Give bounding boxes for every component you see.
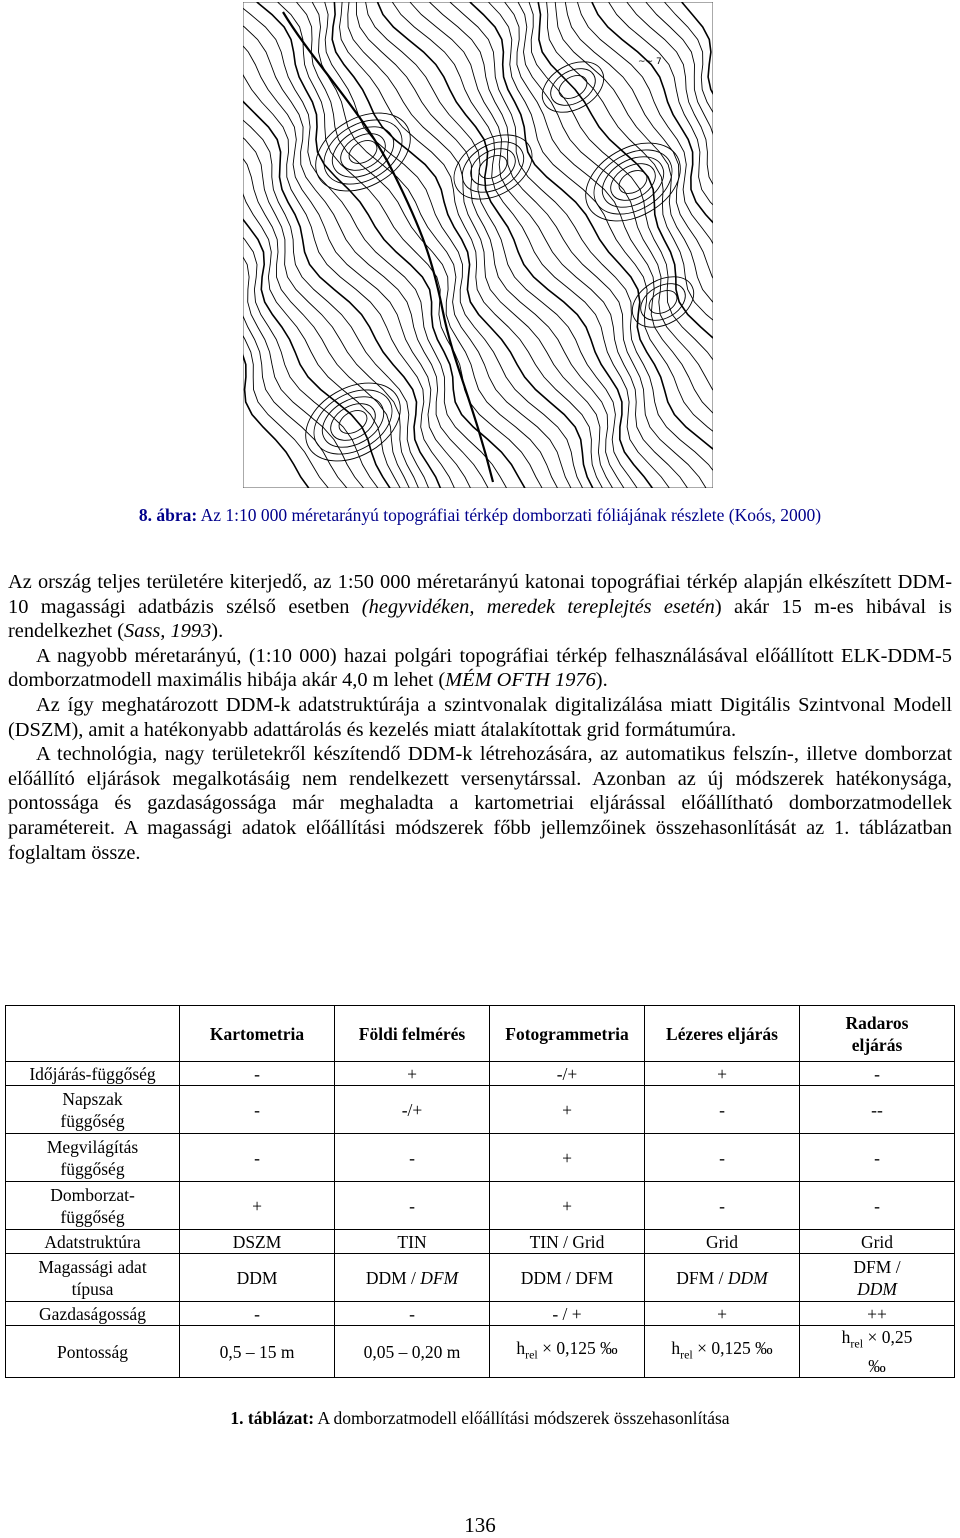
paragraph-1 (8, 570, 952, 644)
table-cell: - (645, 1134, 800, 1182)
table-cell: - (180, 1134, 335, 1182)
table-cell: - (180, 1086, 335, 1134)
table-cell: - (335, 1182, 490, 1230)
table-cell: DDM / DFM (490, 1254, 645, 1302)
row-label: Gazdaságosság (6, 1302, 180, 1326)
table-cell (335, 1254, 490, 1302)
table-cell: + (490, 1086, 645, 1134)
cell-part: h (516, 1338, 526, 1359)
table-cell: - (180, 1302, 335, 1326)
row-label-part: függőség (60, 1206, 125, 1227)
table-cell: - (800, 1182, 955, 1230)
table-cell: + (490, 1134, 645, 1182)
cell-part: h (671, 1338, 681, 1359)
p1-citation: Sass, 1993 (124, 620, 212, 643)
row-label (6, 1086, 180, 1134)
table-row (6, 1134, 955, 1182)
cell-part: h (841, 1327, 851, 1348)
topographic-map-image (243, 2, 713, 488)
table-cell (645, 1254, 800, 1302)
table-row (6, 1062, 955, 1086)
row-label-part: Napszak (62, 1088, 123, 1109)
table-cell: + (645, 1302, 800, 1326)
table-cell: TIN / Grid (490, 1230, 645, 1254)
table-cell: - (800, 1062, 955, 1086)
row-label (6, 1134, 180, 1182)
table-row (6, 1182, 955, 1230)
cell-part: DFM / (676, 1267, 728, 1288)
cell-part: DDM / (365, 1267, 421, 1288)
p1-text-italic: (hegyvidéken, meredek tereplejtés esetén (361, 595, 715, 618)
figure-label: 8. ábra: (138, 505, 198, 525)
table-header-cell: Földi felmérés (335, 1006, 490, 1062)
table-cell: - (645, 1182, 800, 1230)
table-caption-text: A domborzatmodell előállítási módszerek összehasonlítása (314, 1408, 730, 1428)
table-cell: ++ (800, 1302, 955, 1326)
cell-part: DFM / (853, 1256, 901, 1277)
row-label-part: függőség (60, 1158, 125, 1179)
table-header-cell: Lézeres eljárás (645, 1006, 800, 1062)
header-radar-2: eljárás (851, 1034, 903, 1055)
table-cell: -- (800, 1086, 955, 1134)
row-label (6, 1182, 180, 1230)
row-label: Időjárás-függőség (6, 1062, 180, 1086)
cell-part-italic: DDM (857, 1278, 897, 1299)
table-header-row (6, 1006, 955, 1062)
paragraph-4: A technológia, nagy területekről készítendő DDM-k létrehozására, az automatikus felszín-, illetve domborzat előállító eljárások megalkotásáig nem rendelkezett versenytárssal. Azonban az új módszerek hatékonysága, pontossága és gazdaságossága már meghaladta a kartometriai eljárással előállítható domborzatmodellek paramétereit. A magassági adatok előállítási módszerek főbb jellemzőinek összehasonlítását az 1. táblázatban foglaltam össze. (8, 743, 952, 864)
table-cell: DDM (180, 1254, 335, 1302)
row-label-part: függőség (60, 1110, 125, 1131)
table-cell: + (645, 1062, 800, 1086)
p1-text-a: Az ország teljes területére kiterjedő, az 1:50 000 méretarányú katonai topográfiai térkép alapján elkészített DDM-10 magassági adatbázis szélső esetben (8, 571, 952, 618)
table-cell: - (180, 1062, 335, 1086)
table-cell: - (645, 1086, 800, 1134)
p2-text-a: A nagyobb méretarányú, (1:10 000) hazai polgári topográfiai térkép felhasználásával előállított ELK-DDM-5 domborzatmodell maximális hibája akár 4,0 m lehet ( (8, 644, 952, 692)
table-cell: - (335, 1302, 490, 1326)
cell-subscript: rel (850, 1336, 864, 1351)
cell-part: × 0,125 ‰ (692, 1338, 773, 1359)
figure-caption (0, 505, 960, 526)
table-cell (490, 1326, 645, 1378)
table-cell: TIN (335, 1230, 490, 1254)
table-cell: - (800, 1134, 955, 1182)
body-text (8, 570, 952, 865)
cell-part-italic: DFM (420, 1267, 459, 1288)
table-row (6, 1230, 955, 1254)
row-label-part: Magassági adat (38, 1256, 147, 1277)
table-cell: 0,05 – 0,20 m (335, 1326, 490, 1378)
table-caption-label: 1. táblázat: (230, 1408, 315, 1428)
row-label (6, 1254, 180, 1302)
table-cell: 0,5 – 15 m (180, 1326, 335, 1378)
cell-subscript: rel (525, 1347, 538, 1362)
p1-text-c: ) akár 15 m-es hibával is rendelkezhet ( (8, 595, 952, 643)
cell-subscript: rel (680, 1347, 693, 1362)
table-cell: + (180, 1182, 335, 1230)
cell-part: × 0,25 (863, 1327, 913, 1348)
row-label-part: Domborzat- (50, 1184, 135, 1205)
table-cell (800, 1254, 955, 1302)
table-cell: - / + (490, 1302, 645, 1326)
paragraph-3: Az így meghatározott DDM-k adatstruktúrája a szintvonalak digitalizálása miatt Digitális Szintvonal Modell (DSZM), amit a hatékonyabb adattárolás és kezelés miatt átalakítottak grid formátumúra. (8, 693, 952, 741)
table-header-cell (800, 1006, 955, 1062)
comparison-table (5, 1005, 955, 1378)
p2-text-c: ). (595, 669, 608, 692)
p2-citation: MÉM OFTH 1976 (445, 669, 596, 692)
table-cell: DSZM (180, 1230, 335, 1254)
row-label-part: Megvilágítás (46, 1136, 139, 1157)
paragraph-2 (8, 644, 952, 693)
table-cell: + (490, 1182, 645, 1230)
table-cell (800, 1326, 955, 1378)
table-cell: Grid (645, 1230, 800, 1254)
page-number: 136 (464, 1513, 496, 1537)
table-row (6, 1086, 955, 1134)
table-row (6, 1302, 955, 1326)
p1-text-e: ). (211, 620, 224, 643)
table-caption (0, 1408, 960, 1429)
table-row (6, 1326, 955, 1378)
cell-part: × 0,125 ‰ (537, 1338, 618, 1359)
row-label: Pontosság (6, 1326, 180, 1378)
table-cell: -/+ (335, 1086, 490, 1134)
header-radar-1: Radaros (845, 1012, 909, 1033)
table-cell: -/+ (490, 1062, 645, 1086)
table-header-cell: Kartometria (180, 1006, 335, 1062)
table-cell: + (335, 1062, 490, 1086)
table-row (6, 1254, 955, 1302)
table-corner-cell (6, 1006, 180, 1062)
figure-caption-text: Az 1:10 000 méretarányú topográfiai térkép domborzati fóliájának részlete (Koós, 2000) (200, 505, 822, 525)
table-header-cell: Fotogrammetria (490, 1006, 645, 1062)
row-label-part: típusa (71, 1278, 114, 1299)
cell-part: ‰ (868, 1355, 886, 1376)
map-label: ~~ 7 (638, 57, 662, 67)
row-label: Adatstruktúra (6, 1230, 180, 1254)
table-cell (645, 1326, 800, 1378)
table-cell: Grid (800, 1230, 955, 1254)
cell-part-italic: DDM (727, 1267, 768, 1288)
table-cell: - (335, 1134, 490, 1182)
